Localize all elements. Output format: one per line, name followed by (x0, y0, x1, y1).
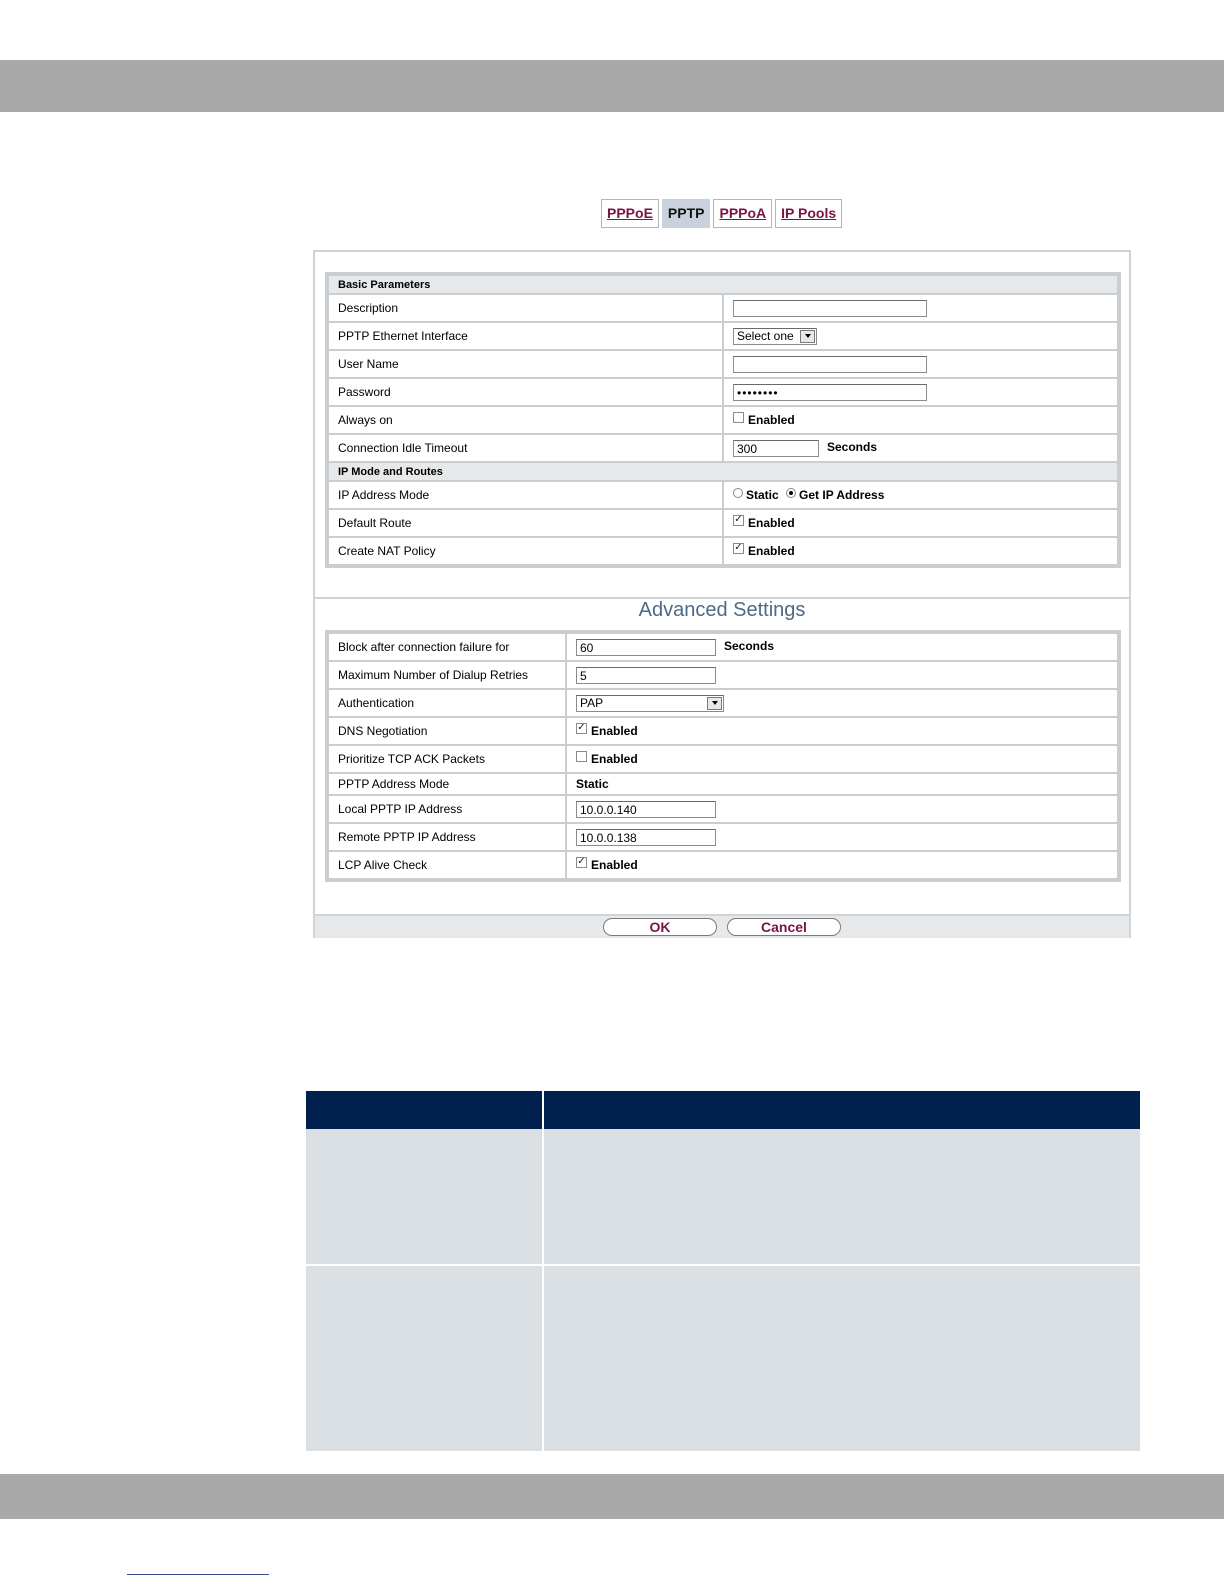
default-route-checkbox[interactable]: ✓ (734, 514, 743, 526)
table-header-cell (306, 1091, 543, 1129)
section-ip-mode-routes: IP Mode and Routes (328, 462, 1118, 481)
tcp-ack-checkbox[interactable] (576, 751, 587, 762)
local-ip-input[interactable]: 10.0.0.140 (576, 801, 716, 818)
pptp-address-mode-label: PPTP Address Mode (328, 773, 566, 795)
page-footer-band (0, 1474, 1224, 1519)
tab-pptp[interactable]: PPTP (662, 199, 711, 228)
always-on-checkbox-label: Enabled (748, 413, 795, 427)
cancel-button[interactable]: Cancel (727, 918, 841, 936)
max-retries-input[interactable]: 5 (576, 667, 716, 684)
table-row (306, 1129, 1140, 1265)
tab-ip-pools[interactable]: IP Pools (775, 199, 842, 228)
password-label: Password (328, 378, 723, 406)
default-route-label: Default Route (328, 509, 723, 537)
dns-negotiation-checkbox[interactable]: ✓ (577, 722, 586, 734)
idle-timeout-unit: Seconds (827, 440, 878, 455)
idle-timeout-input[interactable]: 300 (733, 440, 819, 457)
authentication-label: Authentication (328, 689, 566, 717)
ok-button[interactable]: OK (603, 918, 717, 936)
user-name-label: User Name (328, 350, 723, 378)
dns-negotiation-checkbox-label: Enabled (591, 724, 638, 738)
description-label: Description (328, 294, 723, 322)
max-retries-label: Maximum Number of Dialup Retries (328, 661, 566, 689)
radio-static[interactable] (733, 488, 743, 498)
pptp-form-panel (313, 250, 1131, 938)
nat-policy-label: Create NAT Policy (328, 537, 723, 565)
tcp-ack-label: Prioritize TCP ACK Packets (328, 745, 566, 773)
tcp-ack-checkbox-label: Enabled (591, 752, 638, 766)
authentication-value: PAP (580, 695, 604, 710)
eth-interface-select[interactable] (733, 328, 817, 345)
remote-ip-input[interactable]: 10.0.0.138 (576, 829, 716, 846)
lcp-alive-checkbox-label: Enabled (591, 858, 638, 872)
basic-settings-group (325, 272, 1121, 568)
chevron-down-icon (707, 697, 722, 710)
dns-negotiation-label: DNS Negotiation (328, 717, 566, 745)
lcp-alive-checkbox[interactable]: ✓ (577, 856, 586, 868)
idle-timeout-label: Connection Idle Timeout (328, 434, 723, 462)
local-ip-label: Local PPTP IP Address (328, 795, 566, 823)
advanced-settings-group (325, 630, 1121, 882)
nat-policy-checkbox[interactable]: ✓ (734, 542, 743, 554)
authentication-select[interactable] (576, 695, 724, 712)
advanced-settings-title: Advanced Settings (638, 599, 806, 621)
lcp-alive-label: LCP Alive Check (328, 851, 566, 879)
table-cell (306, 1265, 543, 1451)
default-route-checkbox-label: Enabled (748, 516, 795, 530)
chevron-down-icon (800, 330, 815, 343)
table-header-cell (543, 1091, 1140, 1129)
tab-pppoe[interactable]: PPPoE (601, 199, 659, 228)
radio-get-ip-address[interactable] (786, 488, 796, 498)
always-on-checkbox[interactable] (733, 412, 744, 423)
radio-get-ip-address-label: Get IP Address (799, 488, 885, 502)
tab-bar (601, 199, 842, 228)
table-cell (543, 1265, 1140, 1451)
table-cell (306, 1129, 543, 1265)
radio-static-label: Static (746, 488, 779, 502)
pptp-address-mode-value: Static (566, 773, 1118, 795)
table-cell (543, 1129, 1140, 1265)
block-after-input[interactable]: 60 (576, 639, 716, 656)
eth-interface-label: PPTP Ethernet Interface (328, 322, 723, 350)
table-row (306, 1265, 1140, 1451)
user-name-input[interactable] (733, 356, 927, 373)
always-on-label: Always on (328, 406, 723, 434)
description-table (306, 1091, 1140, 1451)
nat-policy-checkbox-label: Enabled (748, 544, 795, 558)
block-after-label: Block after connection failure for (328, 633, 566, 661)
button-bar (315, 914, 1129, 938)
footer-rule (127, 1574, 269, 1575)
password-input[interactable]: •••••••• (733, 384, 927, 401)
eth-interface-value: Select one (737, 328, 794, 343)
block-after-unit: Seconds (724, 639, 775, 654)
page-header-band (0, 60, 1224, 112)
tab-pppoa[interactable]: PPPoA (713, 199, 772, 228)
section-basic-parameters: Basic Parameters (328, 275, 1118, 294)
description-input[interactable] (733, 300, 927, 317)
remote-ip-label: Remote PPTP IP Address (328, 823, 566, 851)
ip-address-mode-label: IP Address Mode (328, 481, 723, 509)
